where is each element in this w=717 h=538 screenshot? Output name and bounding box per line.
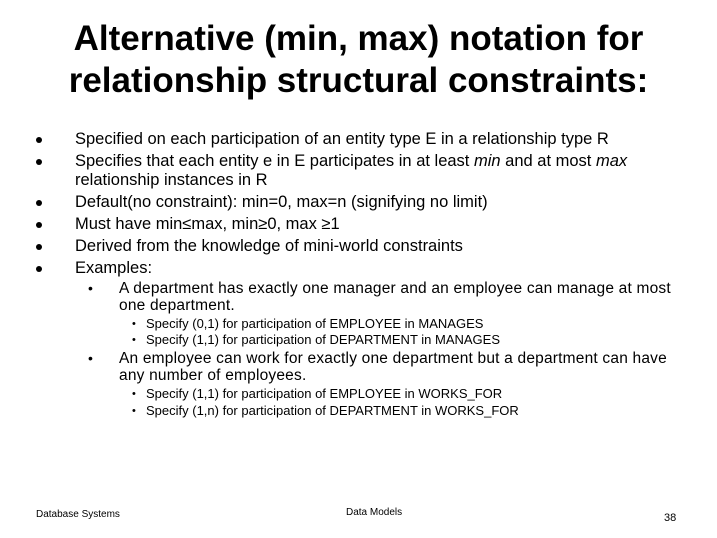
spec-item	[132, 332, 666, 348]
spec-item	[132, 403, 666, 419]
bullet-dot-icon	[36, 266, 42, 272]
bullet-text: Specified on each participation of an entity type E in a relationship type R	[75, 130, 609, 148]
example-item	[88, 280, 684, 314]
sub-sub-bullet-icon: •	[132, 318, 136, 330]
bullet-item	[75, 237, 695, 256]
bullet-dot-icon	[36, 244, 42, 250]
spec-text: Specify (1,1) for participation of EMPLOYEE in WORKS_FOR	[146, 386, 503, 401]
bullet-item	[75, 259, 695, 278]
sub-sub-bullet-icon: •	[132, 388, 136, 400]
example-text: A department has exactly one manager and an employee can manage at most one department.	[119, 280, 671, 314]
bullet-text: Examples:	[75, 259, 153, 277]
title-line-1: Alternative (min, max) notation for	[73, 19, 644, 58]
bullet-text: Must have min≤max, min≥0, max ≥1	[75, 215, 340, 233]
spec-item	[132, 316, 666, 332]
spec-item	[132, 386, 666, 402]
bullet-text: Specifies that each entity e in E participates in at least	[75, 152, 474, 170]
bullet-dot-icon	[36, 159, 42, 165]
example-item	[88, 350, 684, 384]
spec-text: Specify (1,n) for participation of DEPARTMENT in WORKS_FOR	[146, 403, 519, 418]
sub-sub-bullet-icon: •	[132, 334, 136, 346]
bullet-item	[75, 130, 695, 149]
min-term: min	[473, 152, 501, 170]
bullet-text: Derived from the knowledge of mini-world constraints	[75, 237, 463, 255]
spec-text: Specify (0,1) for participation of EMPLOYEE in MANAGES	[146, 316, 484, 331]
sub-sub-bullet-icon: •	[132, 405, 136, 417]
bullet-dot-icon	[36, 200, 42, 206]
bullet-item	[75, 152, 695, 190]
footer-chapter: Data Models	[346, 507, 403, 518]
bullet-item	[75, 215, 695, 234]
page-number: 38	[664, 512, 677, 524]
bullet-dot-icon	[36, 222, 42, 228]
example-text: An employee can work for exactly one department but a department can have any number of employees.	[119, 350, 667, 384]
bullet-text: relationship instances in R	[75, 171, 268, 189]
bullet-item	[75, 193, 695, 212]
sub-bullet-icon: •	[88, 280, 94, 296]
title-line-2: relationship structural constraints:	[68, 61, 649, 100]
sub-bullet-icon: •	[88, 350, 94, 366]
footer-course: Database Systems	[36, 509, 120, 520]
max-term: max	[595, 152, 628, 170]
spec-text: Specify (1,1) for participation of DEPARTMENT in MANAGES	[146, 332, 501, 347]
slide-title	[0, 18, 717, 102]
bullet-dot-icon	[36, 137, 42, 143]
bullet-text: Default(no constraint): min=0, max=n (signifying no limit)	[75, 193, 488, 211]
bullet-text: and at most	[500, 152, 596, 170]
